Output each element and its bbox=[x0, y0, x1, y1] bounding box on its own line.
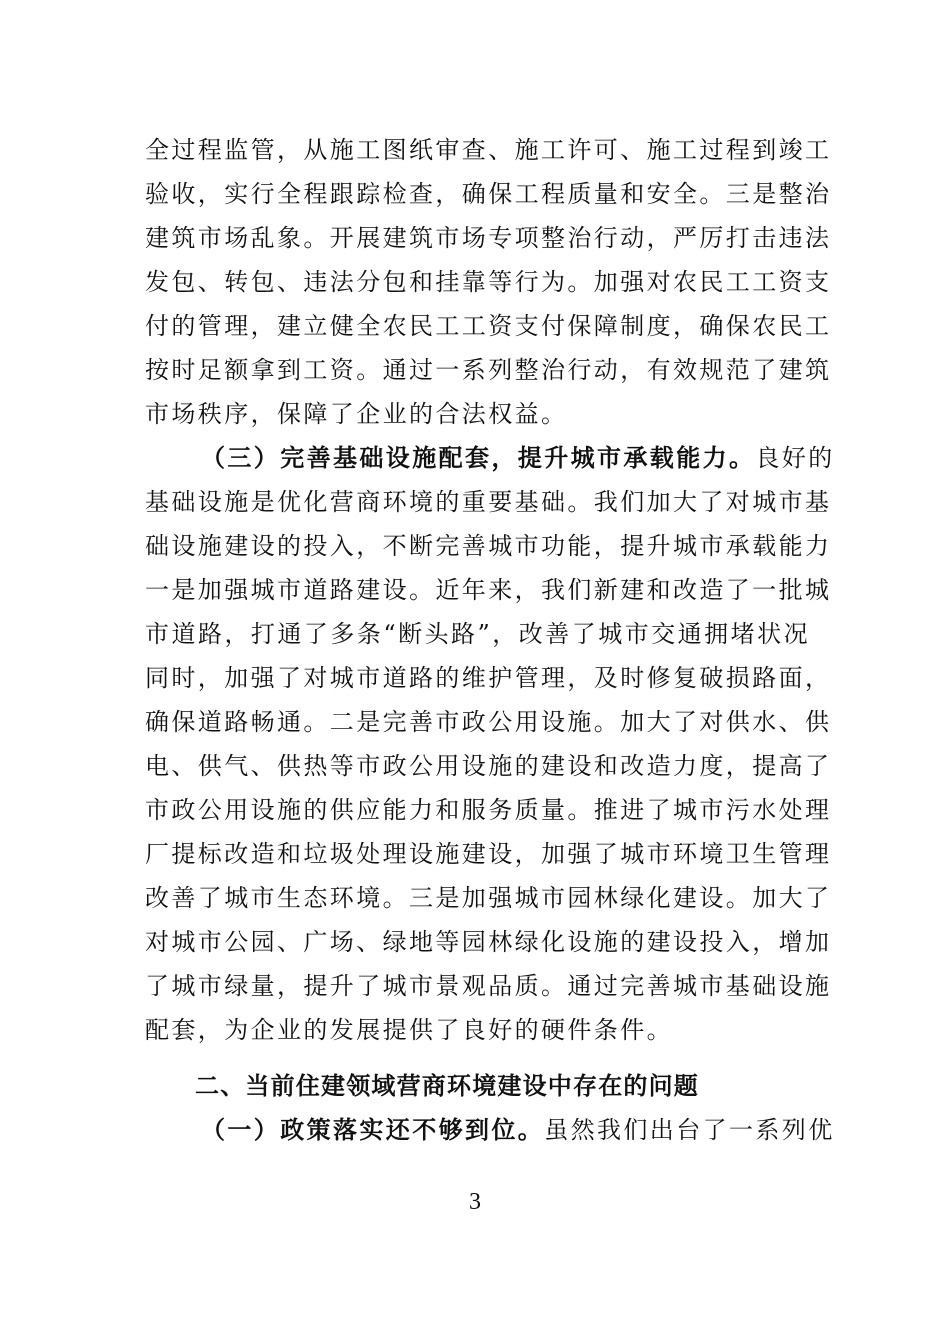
paragraph-line: 基础设施是优化营商环境的重要基础。我们加大了对城市基 bbox=[145, 488, 832, 516]
paragraph-line: 配套，为企业的发展提供了良好的硬件条件。 bbox=[145, 1016, 673, 1044]
paragraph-line: 确保道路畅通。二是完善市政公用设施。加大了对供水、供 bbox=[145, 708, 832, 736]
paragraph-line: 市政公用设施的供应能力和服务质量。推进了城市污水处理 bbox=[145, 796, 832, 824]
paragraph-first-line bbox=[201, 1108, 835, 1152]
paragraph-line: 厂提标改造和垃圾处理设施建设，加强了城市环境卫生管理 bbox=[145, 840, 832, 868]
paragraph-text: 虽然我们出台了一系列优 bbox=[544, 1116, 835, 1144]
paragraph-line: 市场秩序，保障了企业的合法权益。 bbox=[145, 400, 568, 428]
subsection-title: （三）完善基础设施配套，提升城市承载能力。 bbox=[201, 443, 756, 472]
page-number: 3 bbox=[469, 1189, 481, 1215]
paragraph-line: 电、供气、供热等市政公用设施的建设和改造力度，提高了 bbox=[145, 752, 832, 780]
paragraph-line: 同时，加强了对城市道路的维护管理，及时修复破损路面， bbox=[145, 664, 832, 692]
paragraph-line: 对城市公园、广场、绿地等园林绿化设施的建设投入，增加 bbox=[145, 928, 832, 956]
paragraph-line: 付的管理，建立健全农民工工资支付保障制度，确保农民工 bbox=[145, 312, 832, 340]
paragraph-line: 一是加强城市道路建设。近年来，我们新建和改造了一批城 bbox=[145, 576, 832, 604]
paragraph-line: 建筑市场乱象。开展建筑市场专项整治行动，严厉打击违法 bbox=[145, 224, 832, 252]
paragraph-line: 市道路，打通了多条“断头路”，改善了城市交通拥堵状况 bbox=[145, 620, 810, 648]
paragraph-text: 良好的 bbox=[755, 444, 835, 472]
paragraph-line: 础设施建设的投入，不断完善城市功能，提升城市承载能力 bbox=[145, 532, 832, 560]
paragraph-line: 了城市绿量，提升了城市景观品质。通过完善城市基础设施 bbox=[145, 972, 832, 1000]
paragraph-line: 改善了城市生态环境。三是加强城市园林绿化建设。加大了 bbox=[145, 884, 832, 912]
paragraph-line: 发包、转包、违法分包和挂靠等行为。加强对农民工工资支 bbox=[145, 268, 832, 296]
paragraph-line: 全过程监管，从施工图纸审查、施工许可、施工过程到竣工 bbox=[145, 136, 832, 164]
paragraph-line: 按时足额拿到工资。通过一系列整治行动，有效规范了建筑 bbox=[145, 356, 832, 384]
paragraph-line: 验收，实行全程跟踪检查，确保工程质量和安全。三是整治 bbox=[145, 180, 832, 208]
section-heading: 二、当前住建领域营商环境建设中存在的问题 bbox=[195, 1072, 699, 1100]
subsection-title: （一）政策落实还不够到位。 bbox=[201, 1115, 545, 1144]
paragraph-first-line bbox=[201, 436, 835, 480]
